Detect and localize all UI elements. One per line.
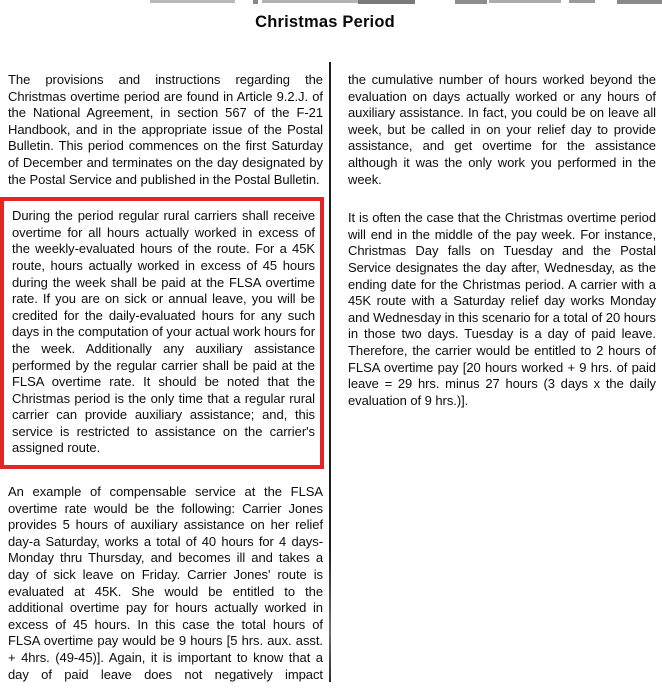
right-column [348, 72, 656, 409]
scan-artifact [253, 0, 258, 4]
highlight-box [0, 197, 324, 469]
paragraph-example: An example of compensable service at the FLSA overtime rate would be the following: Carrier Jones provides 5 hours of auxiliary assistance on her relief day-a Saturday, works a total of 40 hours for 4 days-Monday thru Thursday, and becomes ill and takes a day of sick leave on Friday. Carrier Jones' route is evaluated at 45K. She would be entitled to the additional overtime pay for hours actually worked in excess of 45 hours. In this case the total hours of FLSA overtime pay would be 9 hours [5 hrs. aux. asst. + 4hrs. (49-45)]. Again, it is important to know that a day of paid leave does not negatively impact [8, 484, 323, 682]
paragraph-intro: The provisions and instructions regarding the Christmas overtime period are found in Article 9.2.J. of the National Agreement, in section 567 of the F-21 Handbook, and in the appropriate issue of the Postal Bulletin. This period commences on the first Saturday of December and terminates on the day designated by the Postal Service and published in the Postal Bulletin. [8, 72, 323, 187]
scan-artifact [489, 0, 561, 3]
scan-artifact [455, 0, 487, 4]
column-divider-rule [329, 62, 331, 682]
paragraph-continuation: the cumulative number of hours worked beyond the evaluation on days actually worked or any hours of auxiliary assistance. In fact, you could be on leave all week, but be called in on your relief day to provide assistance, and get overtime for the assistance although it was the only work you performed in the week. [348, 72, 656, 187]
paragraph-highlighted: During the period regular rural carriers shall receive overtime for all hours actually worked in excess of the weekly-evaluated hours of the route. For a 45K route, hours actually worked in excess of 45 hours during the week shall be paid at the FLSA overtime rate. If you are on sick or annual leave, you will be credited for the daily-evaluated hours for any such days in the computation of your actual work hours for the week. Additionally any auxiliary assistance performed by the regular carrier shall be paid at the FLSA overtime rate. It should be noted that the Christmas period is the only time that a regular rural carrier can provide auxiliary assistance; and, this service is restricted to assistance on the carrier's assigned route. [12, 208, 315, 456]
scan-artifact [150, 0, 235, 3]
scan-artifact [617, 0, 662, 4]
scan-artifact [358, 0, 415, 4]
page-title: Christmas Period [255, 13, 395, 31]
left-column [8, 72, 323, 683]
paragraph-pay-week: It is often the case that the Christmas overtime period will end in the middle of the pay week. For instance, Christmas Day falls on Tuesday and the Postal Service designates the day after, Wednesday, as the ending date for the Christmas period. A carrier with a 45K route with a Saturday relief day works Monday and Wednesday in this scenario for a total of 20 hours in those two days. Tuesday is a day of paid leave. Therefore, the carrier would be entitled to 2 hours of FLSA overtime pay [20 hours worked + 9 hrs. of paid leave = 29 hrs. minus 27 hours (3 days x the daily evaluation of 9 hrs.)]. [348, 210, 656, 408]
scan-artifact [262, 0, 358, 3]
scan-artifact [569, 0, 595, 3]
